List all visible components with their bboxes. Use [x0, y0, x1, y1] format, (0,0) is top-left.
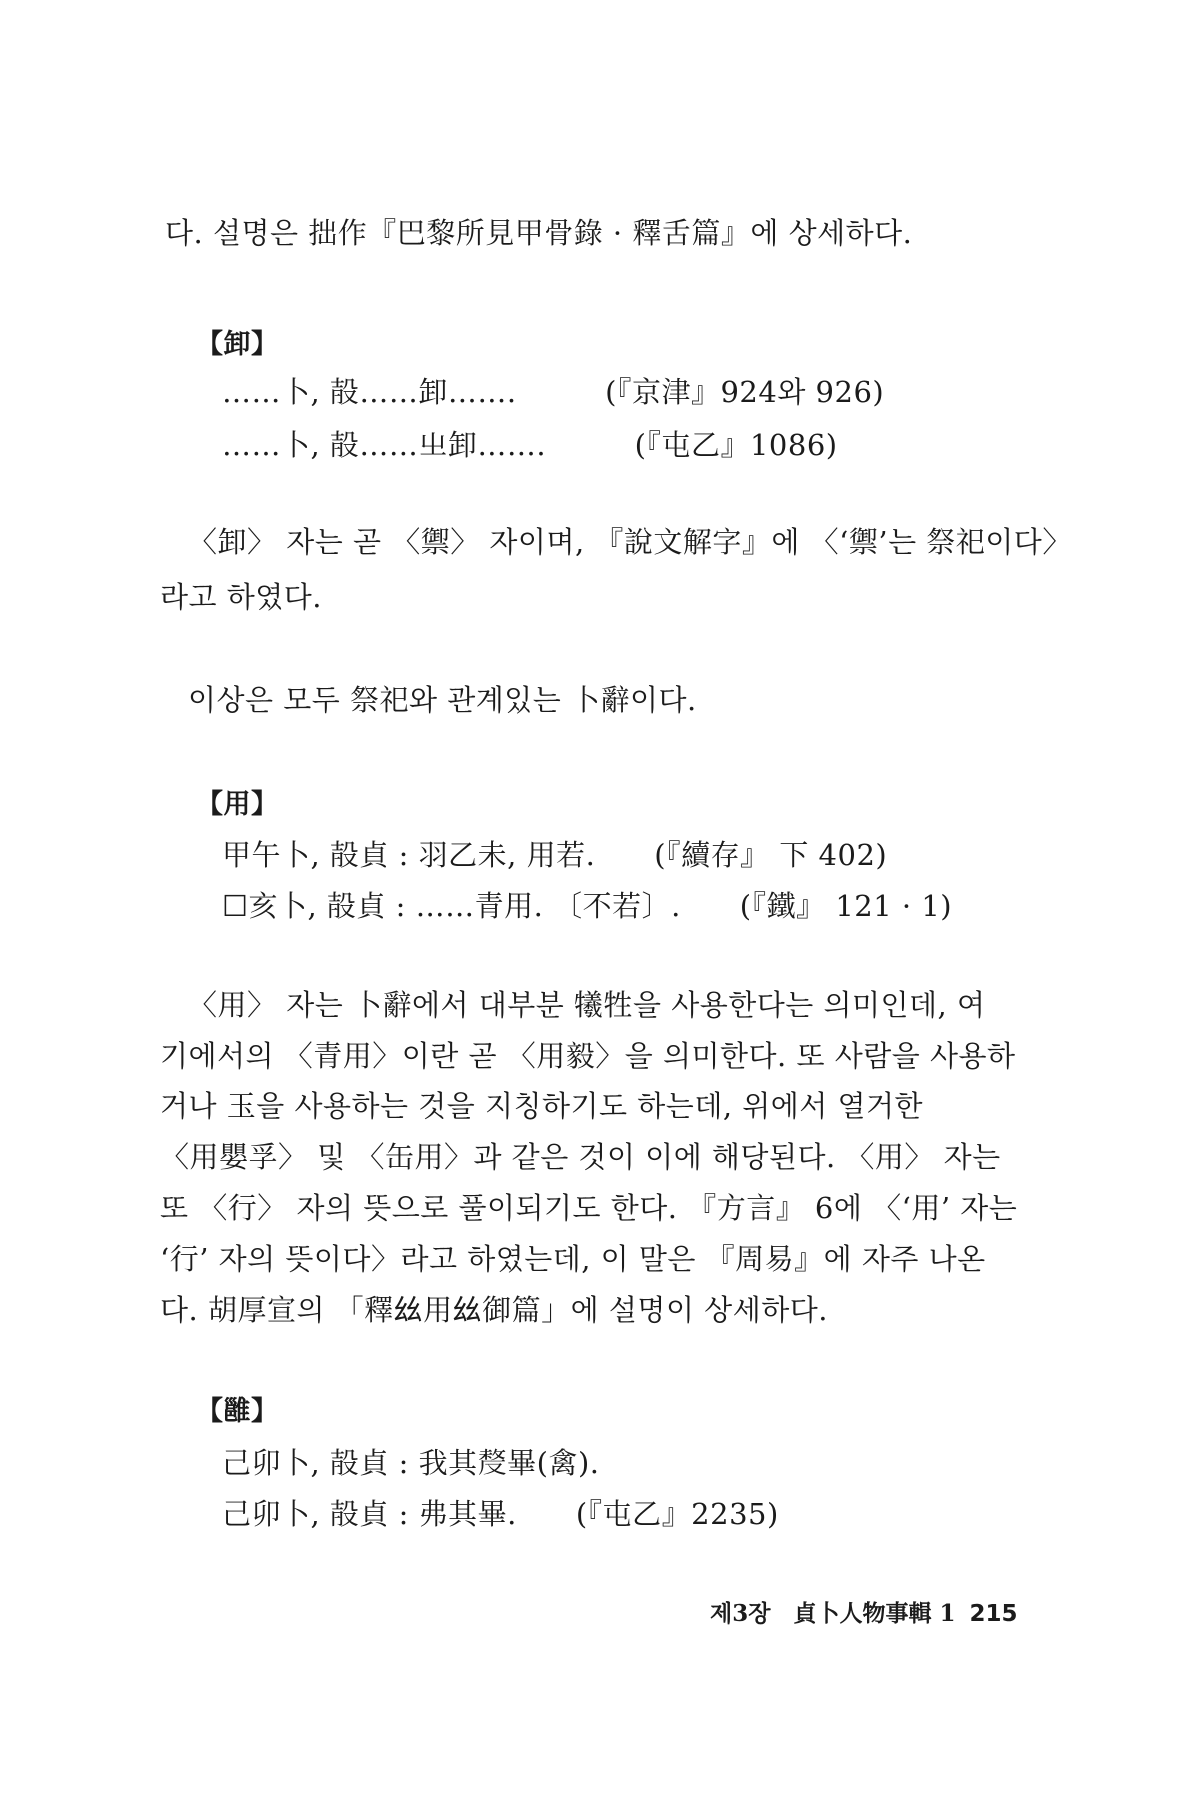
text-line: 라고 하였다. [160, 580, 323, 614]
text-line: ‘行’ 자의 뜻이다〉라고 하였는데, 이 말은 『周易』에 자주 나온 [160, 1242, 986, 1276]
page-number: 215 [969, 1601, 1018, 1627]
text-line: 또 〈行〉 자의 뜻으로 풀이되기도 한다. 『方言』 6에 〈‘用’ 자는 [160, 1191, 1018, 1225]
inscription-line: ……卜, 㱿……㞢卸……. (『屯乙』1086) [222, 428, 838, 462]
text-line: 이상은 모두 祭祀와 관계있는 卜辭이다. [188, 683, 697, 717]
inscription-line: 己卯卜, 㱿貞 : 我其𠭰畢(禽). [222, 1446, 600, 1480]
section-heading-yong2: 【雝】 [196, 1396, 279, 1427]
section-heading-ye: 【卸】 [196, 329, 279, 360]
text-line: 다. 胡厚宣의 「釋𢆶用𢆶御篇」에 설명이 상세하다. [160, 1293, 828, 1327]
text-line: 〈用嬰孚〉 및 〈缶用〉과 같은 것이 이에 해당된다. 〈用〉 자는 [160, 1140, 1001, 1174]
inscription-line: 己卯卜, 㱿貞 : 弗其畢. (『屯乙』2235) [222, 1497, 779, 1531]
text-line: 〈用〉 자는 卜辭에서 대부분 犧牲을 사용한다는 의미인데, 여 [188, 988, 986, 1022]
text-line: 거나 玉을 사용하는 것을 지칭하기도 하는데, 위에서 열거한 [160, 1089, 924, 1123]
text-line: 기에서의 〈青用〉이란 곧 〈用毅〉을 의미한다. 또 사람을 사용하 [160, 1039, 1016, 1073]
text-line: 다. 설명은 拙作『巴黎所見甲骨錄 · 釋舌篇』에 상세하다. [165, 216, 913, 250]
inscription-line: 甲午卜, 㱿貞 : 羽乙未, 用若. (『續存』 下 402) [222, 838, 888, 872]
page-footer [710, 1598, 1017, 1630]
inscription-line: ……卜, 㱿……卸……. (『京津』924와 926) [222, 375, 885, 409]
text-line: 〈卸〉 자는 곧 〈禦〉 자이며, 『說文解字』에 〈‘禦’는 祭祀이다〉 [188, 525, 1072, 559]
inscription-line: ☐亥卜, 㱿貞 : ……青用. 〔不若〕. (『鐵』 121 · 1) [222, 889, 953, 923]
section-heading-yong: 【用】 [196, 789, 279, 820]
running-head: 제3장 貞卜人物事輯 1 [710, 1600, 956, 1627]
